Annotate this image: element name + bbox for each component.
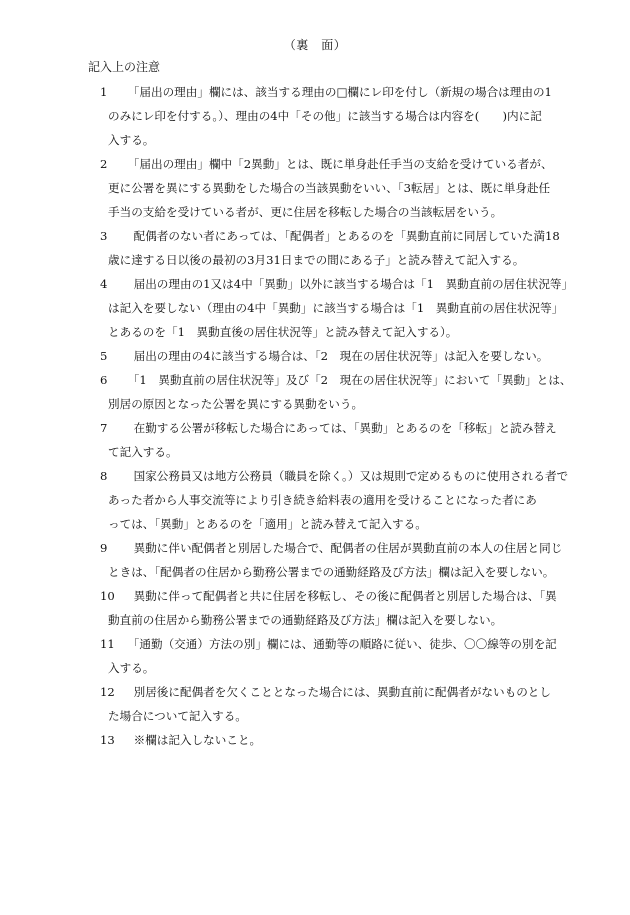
note-item <box>100 224 560 272</box>
note-text: 別居の原因となった公署を異にする異動をいう。 <box>108 397 364 411</box>
note-text: は記入を要しない（理由の4中「異動」に該当する場合は「1 異動直前の居住状況等」 <box>108 301 564 315</box>
note-text: 「通勤（交通）方法の別」欄には、通勤等の順路に従い、徒歩、〇〇線等の別を記 <box>122 637 557 651</box>
note-text: ※欄は記入しないこと。 <box>122 733 262 747</box>
note-item <box>100 344 550 368</box>
note-number: 9 <box>100 541 108 555</box>
note-number: 13 <box>100 733 115 747</box>
note-text: 国家公務員又は地方公務員（職員を除く。）又は規則で定めるものに使用される者で <box>122 469 569 483</box>
note-number: 2 <box>100 157 108 171</box>
note-text: 異動に伴って配偶者と共に住居を移転し、その後に配偶者と別居した場合は、「異 <box>122 589 557 603</box>
note-item <box>100 536 563 584</box>
note-number: 6 <box>100 373 108 387</box>
note-item <box>100 152 553 224</box>
note-text: のみにレ印を付する。）、理由の4中「その他」に該当する場合は内容を( )内に記 <box>108 109 542 123</box>
note-number: 10 <box>100 589 115 603</box>
note-text: とあるのを「1 異動直後の居住状況等」と読み替えて記入する）。 <box>108 325 458 339</box>
section-heading: 記入上の注意 <box>88 60 161 74</box>
note-item <box>100 80 550 152</box>
note-text: 手当の支給を受けている者が、更に住居を移転した場合の当該転居をいう。 <box>108 205 503 219</box>
note-item <box>100 584 557 632</box>
note-text: 届出の理由の4に該当する場合は、「2 現在の居住状況等」は記入を要しない。 <box>122 349 549 363</box>
note-number: 5 <box>100 349 108 363</box>
note-text: て記入する。 <box>108 445 178 459</box>
note-item <box>100 728 550 752</box>
note-item <box>100 416 557 464</box>
note-text: 配偶者のない者にあっては、「配偶者」とあるのを「異動直前に同居していた満18 <box>122 229 560 243</box>
note-text: 更に公署を異にする異動をした場合の当該異動をいい、「3転居」とは、既に単身赴任 <box>108 181 551 195</box>
note-number: 11 <box>100 637 115 651</box>
note-number: 1 <box>100 85 108 99</box>
note-item <box>100 464 569 536</box>
note-number: 8 <box>100 469 108 483</box>
note-number: 12 <box>100 685 115 699</box>
note-item <box>100 368 572 416</box>
note-text: ときは、「配偶者の住居から勤務公署までの通勤経路及び方法」欄は記入を要しない。 <box>108 565 555 579</box>
note-item <box>100 272 574 344</box>
note-number: 3 <box>100 229 108 243</box>
note-text: 在勤する公署が移転した場合にあっては、「異動」とあるのを「移転」と読み替え <box>122 421 557 435</box>
note-text: 「届出の理由」欄には、該当する理由の□欄にレ印を付し（新規の場合は理由の1 <box>122 85 552 99</box>
note-text: 動直前の住居から勤務公署までの通勤経路及び方法」欄は記入を要しない。 <box>108 613 503 627</box>
note-text: 入する。 <box>108 661 155 675</box>
note-text: 歳に達する日以後の最初の3月31日までの間にある子」と読み替えて記入する。 <box>108 253 525 267</box>
note-item <box>100 680 550 728</box>
note-text: 「1 異動直前の居住状況等」及び「2 現在の居住状況等」において「異動」とは、 <box>122 373 572 387</box>
note-text: 届出の理由の1又は4中「異動」以外に該当する場合は「1 異動直前の居住状況等」 <box>122 277 574 291</box>
note-text: た場合について記入する。 <box>108 709 247 723</box>
note-text: 入する。 <box>108 133 155 147</box>
note-text: あった者から人事交流等により引き続き給料表の適用を受けることになった者にあ <box>108 493 537 507</box>
note-text: 「届出の理由」欄中「2異動」とは、既に単身赴任手当の支給を受けている者が、 <box>122 157 553 171</box>
note-item <box>100 632 557 680</box>
note-number: 4 <box>100 277 108 291</box>
note-text: っては、「異動」とあるのを「適用」と読み替えて記入する。 <box>108 517 427 531</box>
note-text: 別居後に配偶者を欠くこととなった場合には、異動直前に配偶者がないものとし <box>122 685 551 699</box>
note-number: 7 <box>100 421 108 435</box>
page-title: （裏 面） <box>283 38 347 52</box>
note-text: 異動に伴い配偶者と別居した場合で、配偶者の住居が異動直前の本人の住居と同じ <box>122 541 563 555</box>
